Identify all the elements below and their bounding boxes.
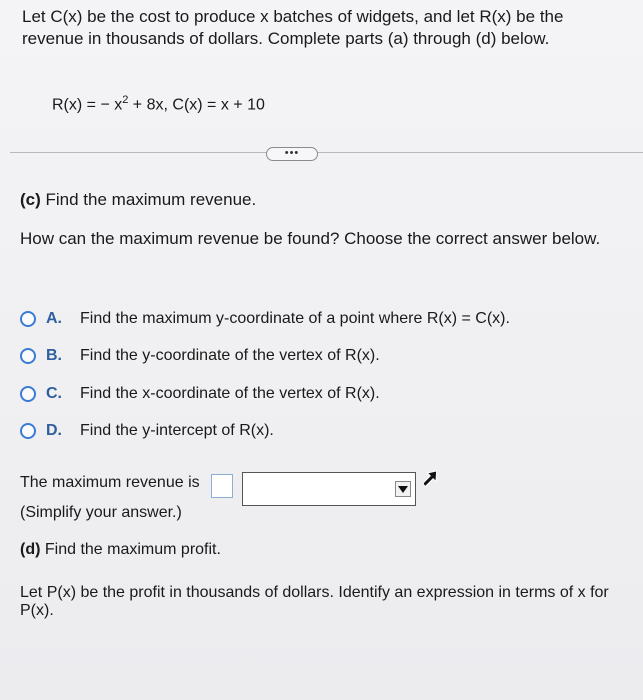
option-c[interactable]: [20, 382, 380, 406]
show-more-button[interactable]: •••: [266, 147, 318, 161]
part-d-label: (d): [20, 541, 41, 558]
part-d-instruction: Let P(x) be the profit in thousands of dollars. Identify an expression in terms of x for P(x).: [20, 584, 609, 619]
option-text: Find the y-coordinate of the vertex of R(x).: [80, 347, 380, 364]
radio-circle-icon[interactable]: [20, 348, 36, 364]
part-c-prompt: Find the maximum revenue.: [40, 190, 257, 209]
simplify-hint: (Simplify your answer.): [20, 504, 182, 521]
option-letter: A.: [46, 310, 62, 327]
equation-prefix: R(x) = − x: [52, 96, 123, 114]
given-functions: [52, 94, 265, 114]
option-d[interactable]: [20, 419, 274, 443]
chevron-down-icon[interactable]: [395, 481, 411, 497]
radio-circle-icon[interactable]: [20, 386, 36, 402]
answer-input[interactable]: [211, 474, 233, 498]
part-c-question: How can the maximum revenue be found? Choose the correct answer below.: [20, 229, 601, 248]
option-a[interactable]: [20, 307, 510, 331]
equation-suffix: + 8x, C(x) = x + 10: [128, 96, 265, 114]
part-d-prompt: Find the maximum profit.: [40, 541, 221, 558]
part-c-label: (c): [20, 190, 41, 209]
answer-label: The maximum revenue is: [20, 474, 200, 491]
section-divider: [10, 152, 643, 153]
part-d-heading: [20, 541, 221, 559]
option-text: Find the y-intercept of R(x).: [80, 422, 274, 439]
option-b[interactable]: [20, 344, 380, 368]
radio-circle-icon[interactable]: [20, 423, 36, 439]
problem-statement: Let C(x) be the cost to produce x batches of widgets, and let R(x) be the revenue in thousands of dollars. Complete parts (a) through (d) below.: [22, 7, 564, 48]
equation-exponent: 2: [122, 94, 129, 106]
units-dropdown[interactable]: [242, 472, 416, 506]
radio-circle-icon[interactable]: [20, 311, 36, 327]
part-c-heading: [20, 190, 256, 210]
option-letter: D.: [46, 422, 62, 439]
option-letter: B.: [46, 347, 62, 364]
option-text: Find the x-coordinate of the vertex of R(x).: [80, 385, 380, 402]
mouse-pointer-icon: [424, 468, 440, 490]
option-letter: C.: [46, 385, 62, 402]
option-text: Find the maximum y-coordinate of a point where R(x) = C(x).: [80, 310, 510, 327]
